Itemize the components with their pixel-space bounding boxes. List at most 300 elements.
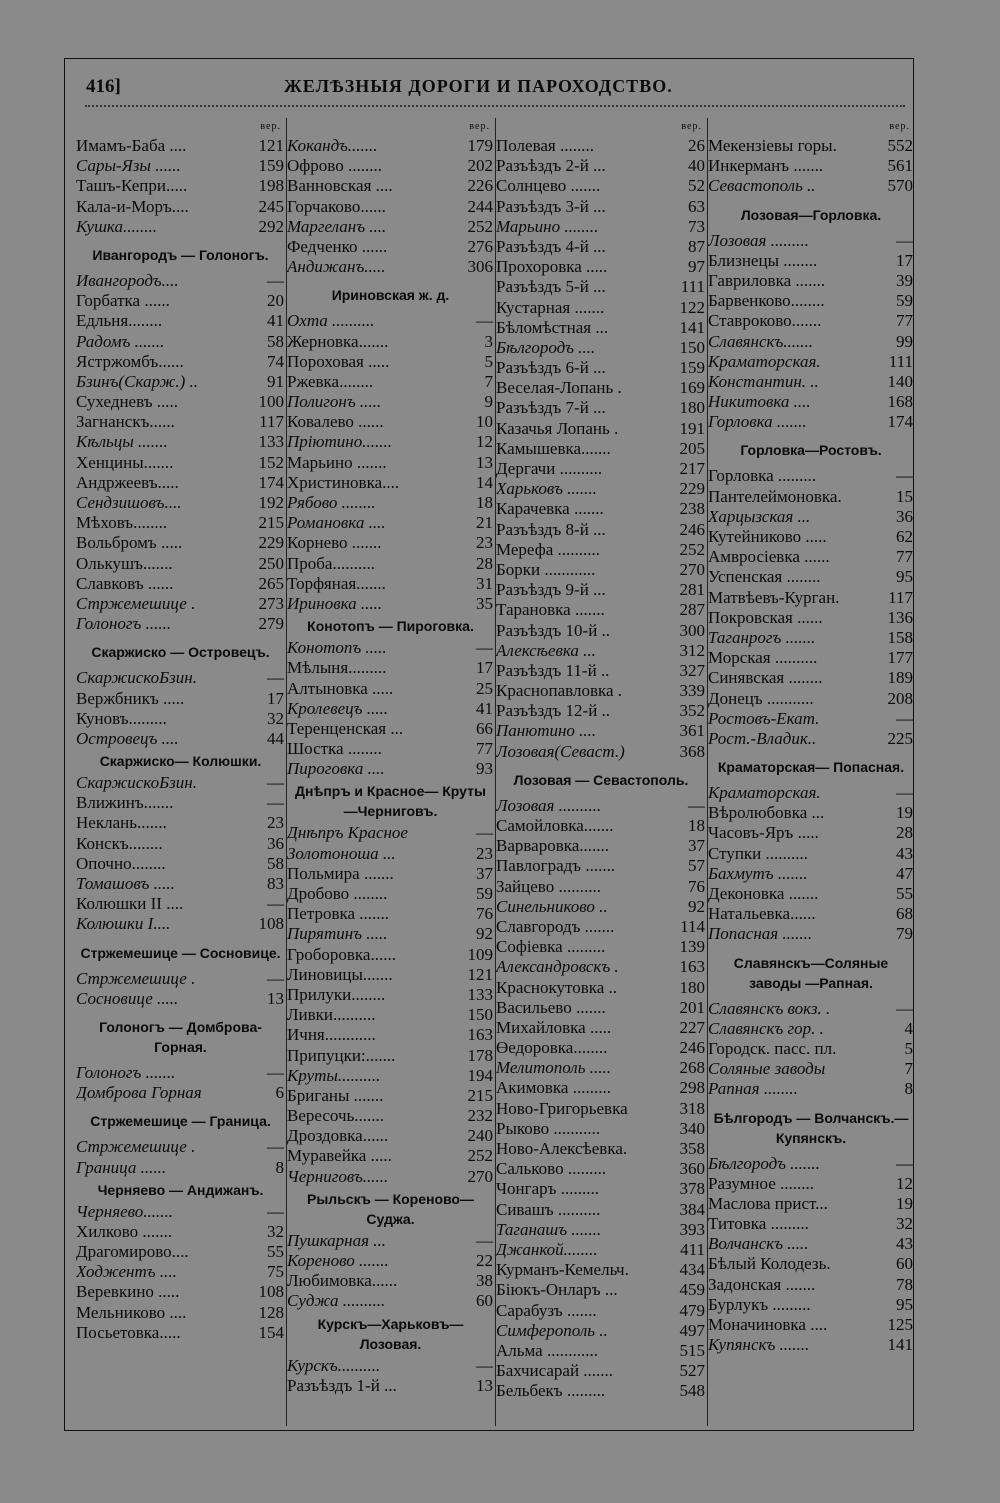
station-distance: — xyxy=(267,773,284,793)
station-distance: 26 xyxy=(688,136,705,155)
station-distance: 479 xyxy=(679,1300,705,1320)
station-distance: 57 xyxy=(688,856,705,876)
station-row xyxy=(287,237,494,257)
station-distance: 384 xyxy=(679,1199,705,1219)
station-name: Романовка .... xyxy=(287,513,386,533)
station-distance: 180 xyxy=(679,398,705,418)
station-row xyxy=(76,1202,285,1222)
station-name: Ковалево ...... xyxy=(287,412,384,432)
station-distance: 108 xyxy=(258,914,284,934)
station-row xyxy=(76,1262,285,1282)
station-row xyxy=(496,580,706,600)
station-row xyxy=(287,1251,494,1271)
station-name: Горловка ....... xyxy=(708,412,807,432)
station-distance: 561 xyxy=(887,156,913,176)
station-row xyxy=(708,1154,914,1174)
station-row xyxy=(708,1059,914,1079)
station-name: Граница ...... xyxy=(76,1157,167,1177)
station-distance: 158 xyxy=(887,627,913,647)
station-name: Деконовка ....... xyxy=(708,884,819,903)
station-name: Михайловка ..... xyxy=(496,1017,612,1037)
station-row xyxy=(287,945,494,965)
station-row xyxy=(708,1234,914,1254)
station-distance: 20 xyxy=(267,291,284,311)
station-name: Круты.......... xyxy=(287,1065,381,1085)
station-distance: 178 xyxy=(467,1045,493,1065)
station-distance: 83 xyxy=(267,874,284,893)
station-name: Гроборовка...... xyxy=(287,944,396,964)
station-distance: 352 xyxy=(679,701,705,721)
station-distance: — xyxy=(896,783,913,803)
station-row xyxy=(496,1018,706,1038)
station-name: Влижинъ....... xyxy=(76,793,174,813)
station-distance: 109 xyxy=(467,944,493,964)
station-row xyxy=(708,1039,914,1059)
station-name: Краматорская. xyxy=(708,783,821,803)
station-distance: — xyxy=(476,1355,493,1375)
station-name: Торфяная....... xyxy=(287,573,386,593)
header-divider xyxy=(85,105,905,107)
station-row xyxy=(496,1038,706,1058)
station-distance: 117 xyxy=(888,587,913,607)
station-name: Пантелеймоновка. xyxy=(708,486,842,506)
station-name: Голоногъ ...... xyxy=(76,614,172,634)
station-row xyxy=(496,1381,706,1401)
station-row xyxy=(708,1079,914,1099)
station-distance: 150 xyxy=(679,337,705,357)
station-row xyxy=(496,998,706,1018)
station-distance: — xyxy=(896,1153,913,1173)
station-distance: 361 xyxy=(679,721,705,741)
station-name: Домброва Горная xyxy=(76,1083,202,1103)
page-header xyxy=(64,72,914,102)
section-title: Скаржиско — Островецъ. xyxy=(91,644,270,661)
station-distance: 279 xyxy=(258,614,284,634)
section-title: Рыльскъ — Кореново— Суджа. xyxy=(307,1190,474,1227)
station-name: Разъѣздъ 11-й .. xyxy=(496,660,610,680)
station-row xyxy=(708,567,914,587)
station-distance: 73 xyxy=(688,216,705,236)
station-name: Разъѣздъ 9-й ... xyxy=(496,580,606,600)
station-distance: 298 xyxy=(679,1078,705,1098)
station-distance: — xyxy=(267,1137,284,1157)
station-row xyxy=(708,648,914,668)
station-row xyxy=(76,156,285,176)
station-distance: 122 xyxy=(679,297,705,317)
station-row xyxy=(76,1083,285,1103)
station-name: Теренценская ... xyxy=(287,718,404,738)
station-distance: 100 xyxy=(258,392,284,412)
station-name: Полевая ........ xyxy=(496,136,594,155)
station-row xyxy=(708,628,914,648)
station-name: Сарабузъ ....... xyxy=(496,1300,597,1320)
station-name: Кала-и-Моръ.... xyxy=(76,196,189,216)
station-row xyxy=(708,1194,914,1214)
station-name: Гавриловка ....... xyxy=(708,270,826,290)
station-distance: 174 xyxy=(887,412,913,432)
station-distance: 66 xyxy=(476,718,493,738)
station-row xyxy=(287,658,494,678)
station-name: Днѣпръ Красное xyxy=(287,823,408,843)
station-distance: 17 xyxy=(267,688,284,708)
station-name: Разъѣздъ 4-й ... xyxy=(496,236,606,256)
station-row xyxy=(496,1058,706,1078)
station-name: Славянскъ гор. . xyxy=(708,1018,824,1038)
station-row xyxy=(287,1146,494,1166)
station-row xyxy=(76,594,285,614)
station-distance: 411 xyxy=(680,1239,705,1259)
station-row xyxy=(708,507,914,527)
station-distance: 75 xyxy=(267,1262,284,1282)
station-name: Офрово ........ xyxy=(287,156,382,176)
station-row xyxy=(496,237,706,257)
station-name: Неклань....... xyxy=(76,813,167,833)
station-distance: 3 xyxy=(484,331,493,351)
station-row xyxy=(287,924,494,944)
station-name: Ржевка........ xyxy=(287,371,374,391)
unit-label: вер. xyxy=(469,121,490,132)
station-name: Синявская ........ xyxy=(708,668,823,688)
station-distance: — xyxy=(896,230,913,250)
station-row xyxy=(76,793,285,813)
station-row xyxy=(287,311,494,331)
station-distance: 93 xyxy=(476,759,493,779)
station-row xyxy=(287,574,494,594)
station-row xyxy=(287,257,494,277)
timetable-column-4 xyxy=(708,118,914,1426)
station-name: Моначиновка .... xyxy=(708,1315,828,1334)
section-title: Днѣпръ и Красное— Круты—Черниговъ. xyxy=(295,783,486,820)
station-distance: 139 xyxy=(679,937,705,957)
station-row xyxy=(708,466,914,486)
station-name: Имамъ-Баба .... xyxy=(76,136,187,155)
station-distance: 125 xyxy=(887,1315,913,1334)
station-distance: 140 xyxy=(887,371,913,391)
station-row xyxy=(496,419,706,439)
station-distance: 121 xyxy=(258,136,284,155)
station-name: Ново-Григорьевка xyxy=(496,1098,628,1118)
station-distance: 55 xyxy=(896,884,913,903)
station-name: Полигонъ ..... xyxy=(287,392,382,412)
station-name: Лозовая(Севаст.) xyxy=(496,741,625,761)
section-title: Горловка—Ростовъ. xyxy=(740,442,882,459)
station-name: Польмира ....... xyxy=(287,863,394,883)
station-name: Купянскъ ....... xyxy=(708,1335,810,1355)
station-name: Чонгаръ ......... xyxy=(496,1179,599,1199)
station-row xyxy=(708,588,914,608)
station-name: Пріютино....... xyxy=(287,432,392,452)
station-name: Казачья Лопань . xyxy=(496,418,619,438)
station-row xyxy=(76,854,285,874)
station-row xyxy=(496,721,706,741)
station-distance: 23 xyxy=(476,843,493,863)
station-row xyxy=(76,969,285,989)
station-distance: 194 xyxy=(467,1065,493,1085)
station-name: Павлоградъ ....... xyxy=(496,856,616,876)
station-row xyxy=(496,742,706,762)
station-distance: 226 xyxy=(467,176,493,196)
station-name: Морская .......... xyxy=(708,648,818,668)
station-distance: 76 xyxy=(688,876,705,896)
station-distance: 77 xyxy=(896,547,913,567)
station-name: Кушка........ xyxy=(76,216,157,236)
station-distance: 378 xyxy=(679,1179,705,1199)
station-row xyxy=(287,679,494,699)
station-name: Разъѣздъ 7-й ... xyxy=(496,398,606,418)
station-distance: 273 xyxy=(258,593,284,613)
station-row xyxy=(496,459,706,479)
station-distance: 6 xyxy=(275,1083,284,1103)
station-row xyxy=(496,1341,706,1361)
station-distance: — xyxy=(476,311,493,331)
station-distance: 245 xyxy=(258,196,284,216)
station-name: Разъѣздъ 3-й ... xyxy=(496,196,606,216)
station-distance: — xyxy=(476,638,493,658)
station-row xyxy=(496,1240,706,1260)
station-row xyxy=(708,1315,914,1335)
station-name: Ступки .......... xyxy=(708,843,809,863)
station-row xyxy=(496,156,706,176)
station-row xyxy=(708,844,914,864)
station-distance: 208 xyxy=(887,688,913,708)
station-distance: 47 xyxy=(896,863,913,883)
station-name: Курскъ.......... xyxy=(287,1355,381,1375)
station-name: Бѣломѣстная ... xyxy=(496,317,609,337)
station-distance: 18 xyxy=(688,816,705,835)
station-distance: 114 xyxy=(680,916,705,936)
station-name: Ново-Алексѣевка. xyxy=(496,1139,628,1158)
station-name: Дергачи .......... xyxy=(496,459,603,478)
station-row xyxy=(287,1231,494,1251)
station-row xyxy=(496,499,706,519)
station-row xyxy=(76,709,285,729)
station-row xyxy=(287,412,494,432)
station-row xyxy=(287,533,494,553)
station-distance: 44 xyxy=(267,728,284,748)
station-name: Петровка ....... xyxy=(287,904,390,924)
page-number: 416] xyxy=(86,76,121,97)
station-distance: 36 xyxy=(267,833,284,853)
station-name: Дробово ........ xyxy=(287,884,388,903)
station-name: Островецъ .... xyxy=(76,728,179,748)
station-row xyxy=(76,894,285,914)
station-name: Бѣлгородъ .... xyxy=(496,337,596,357)
station-row xyxy=(708,668,914,688)
station-distance: — xyxy=(267,1201,284,1221)
station-row xyxy=(287,884,494,904)
station-name: Едльня........ xyxy=(76,311,163,331)
station-name: Маргеланъ .... xyxy=(287,216,387,236)
station-distance: 15 xyxy=(896,486,913,506)
station-row xyxy=(287,594,494,614)
station-row xyxy=(708,352,914,372)
station-name: Мелитополь ..... xyxy=(496,1058,611,1078)
section-title: Лозовая—Горловка. xyxy=(740,206,882,223)
station-name: Андижанъ..... xyxy=(287,257,386,277)
station-row xyxy=(496,1099,706,1119)
section-title: Черняево — Андижанъ. xyxy=(97,1181,264,1198)
station-name: Никитовка .... xyxy=(708,392,811,412)
station-row xyxy=(708,729,914,749)
station-name: Радомъ ....... xyxy=(76,331,165,351)
station-name: Опочно........ xyxy=(76,853,166,873)
station-name: Пирятинъ ..... xyxy=(287,924,388,944)
station-row xyxy=(287,1046,494,1066)
station-row xyxy=(708,527,914,547)
station-distance: 60 xyxy=(476,1291,493,1311)
station-distance: 217 xyxy=(679,459,705,478)
section-title: Бѣлгородъ — Волчанскъ.—Купянскъ. xyxy=(713,1109,909,1146)
station-name: Припуцки:....... xyxy=(287,1045,396,1065)
station-distance: 32 xyxy=(267,708,284,728)
station-row xyxy=(76,217,285,237)
station-name: Славянскъ вокз. . xyxy=(708,998,831,1018)
station-distance: 108 xyxy=(258,1282,284,1302)
station-name: Ириновка ..... xyxy=(287,593,383,613)
section-title: Конотопъ — Пироговка. xyxy=(307,618,474,635)
station-distance: — xyxy=(267,1062,284,1082)
station-name: Драгомирово.... xyxy=(76,1242,189,1262)
station-row xyxy=(496,378,706,398)
station-row xyxy=(287,904,494,924)
section-title: Краматорская— Попасная. xyxy=(717,759,905,776)
station-row xyxy=(496,701,706,721)
station-distance: — xyxy=(267,793,284,813)
station-name: Ливки.......... xyxy=(287,1005,376,1025)
station-name: Самойловка....... xyxy=(496,816,614,835)
station-name: Разъѣздъ 2-й ... xyxy=(496,156,606,176)
station-name: Амвросіевка ...... xyxy=(708,547,830,567)
station-name: Сальково ......... xyxy=(496,1159,607,1179)
station-distance: 13 xyxy=(476,1375,493,1395)
station-name: Любимовка...... xyxy=(287,1271,398,1291)
station-name: Борки ............ xyxy=(496,559,596,579)
station-row xyxy=(76,914,285,934)
station-name: Горчаково...... xyxy=(287,196,386,216)
station-name: Пироговка .... xyxy=(287,759,385,779)
station-name: Солнцево ....... xyxy=(496,176,601,196)
station-row xyxy=(287,392,494,412)
section-title: Скаржиско— Колюшки. xyxy=(99,753,262,770)
station-distance: 74 xyxy=(267,351,284,371)
station-distance: 133 xyxy=(467,984,493,1004)
station-distance: 306 xyxy=(467,257,493,277)
station-row xyxy=(708,999,914,1019)
station-name: Рост.-Владик.. xyxy=(708,728,817,748)
station-distance: — xyxy=(896,466,913,486)
station-distance: 159 xyxy=(679,358,705,378)
station-name: Донецъ ........... xyxy=(708,688,814,708)
station-name: Сосновице ..... xyxy=(76,988,179,1008)
station-distance: 19 xyxy=(896,803,913,823)
station-name: Марьино ....... xyxy=(287,452,387,472)
station-distance: 281 xyxy=(679,580,705,600)
station-distance: 92 xyxy=(688,896,705,916)
station-distance: 252 xyxy=(679,539,705,559)
station-distance: 32 xyxy=(267,1221,284,1241)
station-row xyxy=(708,864,914,884)
station-distance: — xyxy=(267,968,284,988)
station-row xyxy=(287,699,494,719)
station-row xyxy=(496,257,706,277)
station-row xyxy=(76,311,285,331)
station-name: Хенцины....... xyxy=(76,452,174,472)
station-row xyxy=(76,554,285,574)
station-row xyxy=(496,641,706,661)
station-distance: 128 xyxy=(258,1302,284,1322)
station-distance: 205 xyxy=(679,438,705,458)
station-name: Колюшки II .... xyxy=(76,894,184,914)
station-distance: 141 xyxy=(887,1335,913,1355)
station-row xyxy=(287,823,494,843)
station-name: Сендзишовъ.... xyxy=(76,493,182,512)
timetable-column-3 xyxy=(496,118,706,1426)
station-distance: 5 xyxy=(484,351,493,371)
station-distance: 312 xyxy=(679,640,705,660)
station-row xyxy=(708,392,914,412)
station-name: Симферополь .. xyxy=(496,1320,608,1340)
station-row xyxy=(496,540,706,560)
page-title: ЖЕЛѢЗНЫЯ ДОРОГИ И ПАРОХОДСТВО. xyxy=(284,76,673,96)
station-name: Золотоноша ... xyxy=(287,843,396,863)
station-name: Бзинъ(Скарж.) .. xyxy=(76,371,198,391)
station-row xyxy=(708,1254,914,1274)
station-row xyxy=(76,773,285,793)
station-name: Бельбекъ ......... xyxy=(496,1381,606,1401)
station-name: Томашовъ ..... xyxy=(76,874,175,893)
station-name: Рапная ........ xyxy=(708,1079,798,1099)
station-name: Ташъ-Кепри..... xyxy=(76,176,188,196)
station-distance: 265 xyxy=(258,573,284,593)
station-name: Марьино ........ xyxy=(496,216,599,236)
station-distance: — xyxy=(267,894,284,914)
station-name: Таганрогъ ....... xyxy=(708,627,816,647)
station-name: Краснокутовка .. xyxy=(496,977,618,997)
station-distance: 58 xyxy=(267,331,284,351)
station-distance: 18 xyxy=(476,493,493,512)
station-name: Андржеевъ..... xyxy=(76,472,179,492)
station-distance: 23 xyxy=(267,813,284,833)
section-title: Ириновская ж. д. xyxy=(331,287,450,304)
station-row xyxy=(496,856,706,876)
station-row xyxy=(287,965,494,985)
station-name: Кореново ....... xyxy=(287,1251,389,1270)
station-row xyxy=(76,1158,285,1178)
station-row xyxy=(496,520,706,540)
station-row xyxy=(76,332,285,352)
timetable-column-1 xyxy=(76,118,285,1426)
station-distance: — xyxy=(267,270,284,290)
station-distance: 270 xyxy=(679,559,705,579)
section-title: Стржемешице — Сосновице. xyxy=(80,944,281,961)
station-distance: 63 xyxy=(688,196,705,216)
station-row xyxy=(76,412,285,432)
station-name: Кутейниково ..... xyxy=(708,527,827,546)
unit-label: вер. xyxy=(260,121,281,132)
station-name: Сухедневъ ..... xyxy=(76,392,178,412)
station-distance: 174 xyxy=(258,472,284,492)
station-row xyxy=(496,600,706,620)
station-distance: — xyxy=(267,668,284,688)
station-row xyxy=(287,759,494,779)
station-row xyxy=(287,493,494,513)
station-name: Охта .......... xyxy=(287,311,375,331)
station-name: Зайцево .......... xyxy=(496,876,601,896)
station-distance: 35 xyxy=(476,593,493,613)
station-row xyxy=(708,689,914,709)
station-row xyxy=(708,1275,914,1295)
station-distance: 136 xyxy=(887,607,913,627)
